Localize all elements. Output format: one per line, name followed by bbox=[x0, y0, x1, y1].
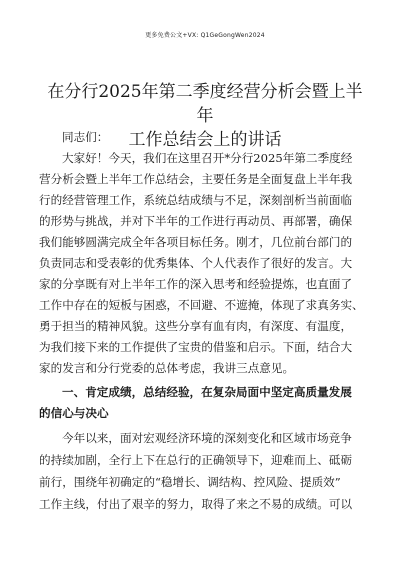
salutation: 同志们： bbox=[62, 130, 109, 144]
paragraph-line: 勇于担当的精神风貌。这些分享有血有肉，有深度、有温度， bbox=[39, 319, 353, 333]
paragraph-line: 营分析会暨上半年工作总结会，主要任务是全面复盘上半年我 bbox=[39, 172, 353, 186]
paragraph-line: 前行，围绕年初确定的“稳增长、调结构、控风险、提质效” bbox=[39, 475, 341, 489]
title-line: 在分行2025年第二季度经营分析会暨上半年 bbox=[47, 82, 363, 126]
paragraph-line: 工作中存在的短板与困惑，不回避、不遮掩，体现了求真务实、 bbox=[39, 298, 364, 312]
paragraph-line: 的持续加剧，全行上下在总行的正确领导下，迎难而上、砥砺 bbox=[39, 453, 353, 467]
paragraph-line: 我们能够圆满完成全年各项目标任务。刚才，几位前台部门的 bbox=[39, 235, 353, 249]
paragraph-line: 工作主线，付出了艰辛的努力，取得了来之不易的成绩。可以 bbox=[39, 497, 353, 511]
paragraph-line: 的形势与挑战，并对下半年的工作进行再动员、再部署，确保 bbox=[39, 214, 353, 228]
paragraph-line: 行的经营管理工作，系统总结成绩与不足，深刻剖析当前面临 bbox=[39, 193, 353, 207]
paragraph-line: 大家好！今天，我们在这里召开*分行2025年第二季度经 bbox=[62, 151, 353, 165]
title-line: 工作总结会上的讲话 bbox=[128, 130, 282, 150]
paragraph-line: 今年以来，面对宏观经济环境的深刻变化和区域市场竞争 bbox=[62, 431, 352, 445]
paragraph-line: 为我们接下来的工作提供了宝贵的借鉴和启示。下面，结合大 bbox=[39, 340, 353, 354]
heading-line: 的信心与决心 bbox=[39, 406, 109, 420]
header-note: 更多免费公文+VX: Q1GeGongWen2024 bbox=[145, 32, 265, 39]
heading-line: 一、肯定成绩，总结经验，在复杂局面中坚定高质量发展 bbox=[62, 385, 352, 399]
paragraph-line: 家的分享既有对上半年工作的深入思考和经验提炼，也直面了 bbox=[39, 277, 353, 291]
paragraph-line: 负责同志和受表彰的优秀集体、个人代表作了很好的发言。大 bbox=[39, 256, 353, 270]
paragraph-line: 家的发言和分行党委的总体考虑，我讲三点意见。 bbox=[39, 361, 295, 375]
